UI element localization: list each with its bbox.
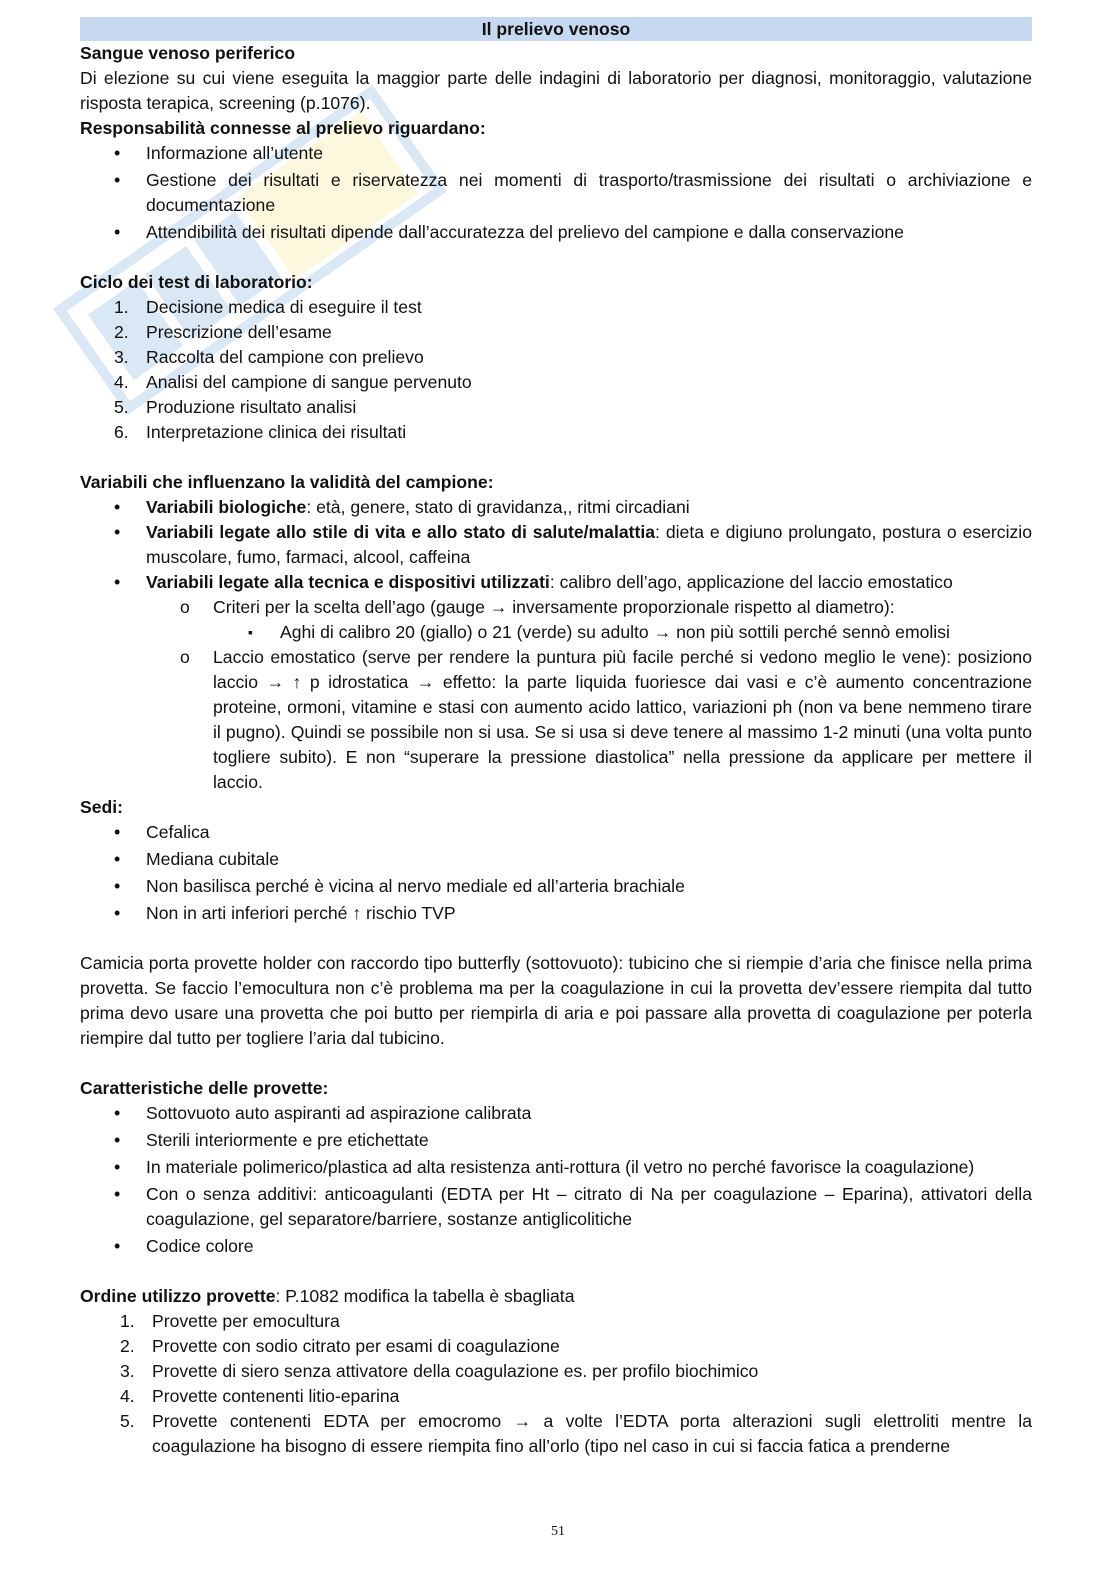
list-item: • Cefalica — [80, 820, 1032, 845]
document-page — [80, 17, 1032, 1459]
bullet-list — [80, 141, 1032, 245]
heading-bold: Ordine utilizzo provette — [80, 1286, 276, 1306]
list-number: 3. — [114, 347, 129, 367]
list-item-bold: Variabili legate allo stile di vita e allo stato di salute/malattia — [146, 522, 656, 542]
list-item: • Con o senza additivi: anticoagulanti (EDTA per Ht – citrato di Na per coagulazione – Eparina), attivatori della coagulazione, gel separatore/barriere, sostanze antiglicolitiche — [80, 1182, 1032, 1232]
list-item — [80, 295, 1032, 320]
section-heading: Caratteristiche delle provette: — [80, 1078, 329, 1098]
bullet-list — [80, 820, 1032, 926]
list-item — [80, 345, 1032, 370]
list-text: Provette di siero senza attivatore della coagulazione es. per profilo biochimico — [152, 1361, 759, 1381]
list-number: 5. — [114, 397, 129, 417]
list-item: • Informazione all’utente — [80, 141, 1032, 166]
list-text: Provette con sodio citrato per esami di coagulazione — [152, 1336, 560, 1356]
list-item — [80, 1334, 1032, 1359]
list-item: • Non basilisca perché è vicina al nervo mediale ed all’arteria brachiale — [80, 874, 1032, 899]
paragraph: Camicia porta provette holder con raccordo tipo butterfly (sottovuoto): tubicino che si riempie d’aria che finisce nella prima provetta. Se faccio l’emocultura non c’è problema ma per la coagulazione in cui la provetta dev’essere riempita dal tutto prima devo usare una provetta che poi butto per riempirla di aria e poi passare alla provetta di coagulazione per poterla riempire dal tutto per togliere l’aria dal tubicino. — [80, 953, 1032, 1048]
list-item-text: : età, genere, stato di gravidanza,, ritmi circadiani — [306, 497, 690, 517]
bullet-list — [80, 1101, 1032, 1259]
sub-list-item: o Laccio emostatico (serve per rendere la puntura più facile perché si vedono meglio le vene): posiziono laccio → ↑ p idrostatica → effetto: la parte liquida fuoriesce dai vasi e c’è aumento concentrazione proteine, ormoni, vitamine e stasi con aumento acido lattico, variazioni ph (non va bene nemmeno tirare il pugno). Quindi se possibile non si usa. Se si usa si deve tenere al massimo 1-2 minuti (una volta punto togliere subito). E non “superare la pressione diastolica” nella pressione da applicare per mettere il laccio. — [80, 645, 1032, 795]
list-item — [80, 520, 1032, 570]
list-number: 1. — [114, 297, 129, 317]
list-item — [80, 370, 1032, 395]
list-number: 2. — [114, 322, 129, 342]
heading-text: : P.1082 modifica la tabella è sbagliata — [275, 1286, 575, 1306]
list-text: Decisione medica di eseguire il test — [146, 297, 422, 317]
list-text: Analisi del campione di sangue pervenuto — [146, 372, 472, 392]
list-item — [80, 1384, 1032, 1409]
section-heading: Responsabilità connesse al prelievo riguardano: — [80, 118, 486, 138]
list-item: • Sterili interiormente e pre etichettate — [80, 1128, 1032, 1153]
list-item: • Codice colore — [80, 1234, 1032, 1259]
list-text: Prescrizione dell’esame — [146, 322, 332, 342]
list-number: 2. — [120, 1336, 135, 1356]
list-item: • Sottovuoto auto aspiranti ad aspirazione calibrata — [80, 1101, 1032, 1126]
list-item-bold: Variabili biologiche — [146, 497, 307, 517]
list-item: • Attendibilità dei risultati dipende dall’accuratezza del prelievo del campione e dalla conservazione — [80, 220, 1032, 245]
list-text: Interpretazione clinica dei risultati — [146, 422, 407, 442]
page-title: Il prelievo venoso — [80, 17, 1032, 41]
list-item — [80, 420, 1032, 445]
section-heading: Ciclo dei test di laboratorio: — [80, 272, 313, 292]
sub-list — [80, 595, 1032, 620]
list-number: 4. — [120, 1386, 135, 1406]
section-heading — [80, 1284, 1032, 1309]
list-item — [80, 1409, 1032, 1459]
list-text: Raccolta del campione con prelievo — [146, 347, 424, 367]
list-item — [80, 395, 1032, 420]
list-item — [80, 495, 1032, 520]
numbered-list — [80, 295, 1032, 445]
list-number: 1. — [120, 1311, 135, 1331]
list-text: Provette contenenti litio-eparina — [152, 1386, 400, 1406]
list-item — [80, 1309, 1032, 1334]
list-item: • Mediana cubitale — [80, 847, 1032, 872]
list-text: Provette contenenti EDTA per emocromo → a volte l’EDTA porta alterazioni sugli elettroliti mentre la coagulazione ha bisogno di essere riempita fino all’orlo (tipo nel caso in cui si faccia fatica a prenderne — [152, 1411, 1032, 1456]
list-item — [80, 570, 1032, 595]
page-number: 51 — [551, 1524, 565, 1539]
list-number: 3. — [120, 1361, 135, 1381]
list-item-bold: Variabili legate alla tecnica e dispositivi utilizzati — [146, 572, 550, 592]
list-text: Produzione risultato analisi — [146, 397, 357, 417]
list-item-text: : calibro dell’ago, applicazione del laccio emostatico — [549, 572, 953, 592]
list-item-text: : dieta e digiuno prolungato, postura o esercizio muscolare, fumo, farmaci, alcool, caffeina — [146, 522, 1032, 567]
section-heading: Sedi: — [80, 797, 124, 817]
list-item: • Gestione dei risultati e riservatezza nei momenti di trasporto/trasmissione dei risultati o archiviazione e documentazione — [80, 168, 1032, 218]
sub-sub-list — [80, 620, 1032, 645]
section-heading: Sangue venoso periferico — [80, 43, 296, 63]
list-item — [80, 320, 1032, 345]
list-text: Provette per emocultura — [152, 1311, 340, 1331]
sub-list-item: o Criteri per la scelta dell’ago (gauge → inversamente proporzionale rispetto al diametro): — [80, 595, 1032, 620]
list-number: 5. — [120, 1411, 135, 1431]
numbered-list — [80, 1309, 1032, 1459]
list-number: 6. — [114, 422, 129, 442]
list-item — [80, 1359, 1032, 1384]
list-number: 4. — [114, 372, 129, 392]
section-heading: Variabili che influenzano la validità del campione: — [80, 472, 494, 492]
sub-list — [80, 645, 1032, 795]
paragraph: Di elezione su cui viene eseguita la maggior parte delle indagini di laboratorio per diagnosi, monitoraggio, valutazione risposta terapica, screening (p.1076). — [80, 68, 1032, 113]
list-item: • Non in arti inferiori perché ↑ rischio TVP — [80, 901, 1032, 926]
sub-sub-list-item: ▪ Aghi di calibro 20 (giallo) o 21 (verde) su adulto → non più sottili perché sennò emolisi — [80, 620, 1032, 645]
bullet-list — [80, 495, 1032, 595]
list-item: • In materiale polimerico/plastica ad alta resistenza anti-rottura (il vetro no perché favorisce la coagulazione) — [80, 1155, 1032, 1180]
